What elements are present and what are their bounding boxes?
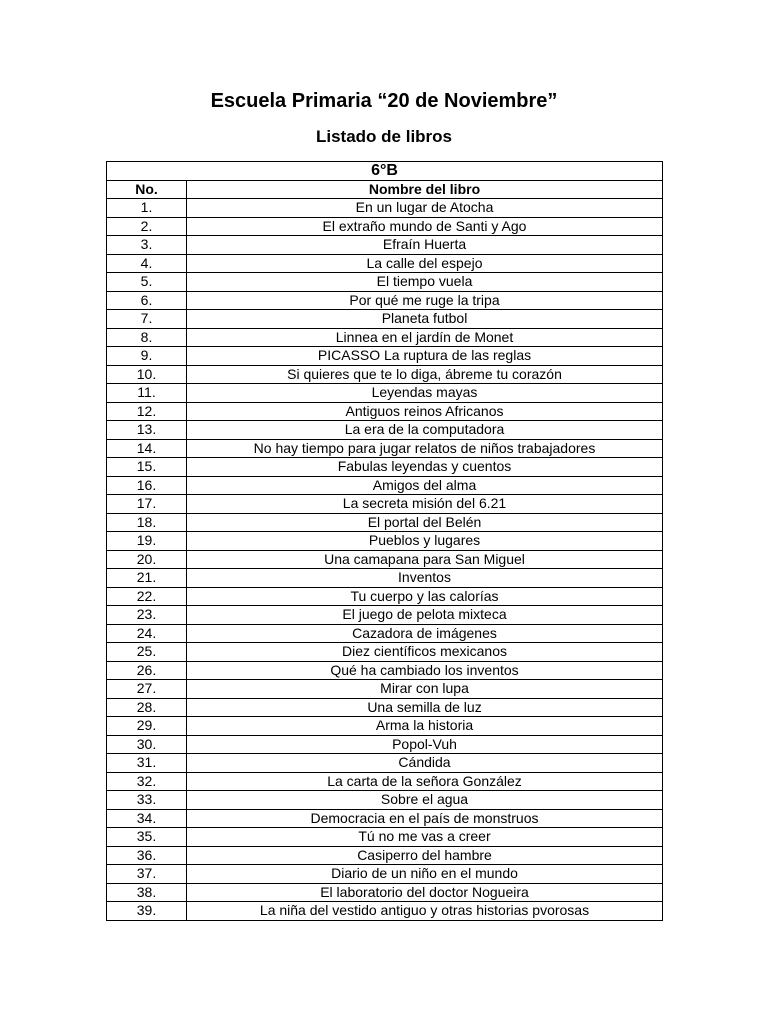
book-title: El portal del Belén [187,513,663,532]
table-row [107,754,663,773]
row-number: 22. [107,587,187,606]
book-title: La era de la computadora [187,421,663,440]
row-number: 16. [107,476,187,495]
row-number: 5. [107,273,187,292]
document-subtitle: Listado de libros [315,127,453,146]
table-row [107,550,663,569]
book-title: Sobre el agua [187,791,663,810]
row-number: 20. [107,550,187,569]
row-number: 37. [107,865,187,884]
table-row [107,217,663,236]
table-row [107,310,663,329]
table-row [107,606,663,625]
row-number: 30. [107,735,187,754]
table-row [107,236,663,255]
row-number: 32. [107,772,187,791]
row-number: 13. [107,421,187,440]
row-number: 10. [107,365,187,384]
book-title: La niña del vestido antiguo y otras historias pvorosas [187,902,663,921]
book-title: En un lugar de Atocha [187,199,663,218]
row-number: 27. [107,680,187,699]
table-row [107,291,663,310]
book-title: La carta de la señora González [187,772,663,791]
document-title: Escuela Primaria “20 de Noviembre” [210,90,558,112]
row-number: 38. [107,883,187,902]
column-header-row [107,180,663,199]
row-number: 33. [107,791,187,810]
book-title: La calle del espejo [187,254,663,273]
table-row [107,402,663,421]
table-row [107,883,663,902]
book-list-table [106,161,663,921]
table-row [107,865,663,884]
table-row [107,384,663,403]
book-title: El juego de pelota mixteca [187,606,663,625]
book-title: Arma la historia [187,717,663,736]
book-rows [107,199,663,921]
book-title: Tu cuerpo y las calorías [187,587,663,606]
table-row [107,199,663,218]
book-title: Fabulas leyendas y cuentos [187,458,663,477]
row-number: 25. [107,643,187,662]
book-title: Inventos [187,569,663,588]
book-title: Si quieres que te lo diga, ábreme tu corazón [187,365,663,384]
table-row [107,717,663,736]
row-number: 8. [107,328,187,347]
row-number: 1. [107,199,187,218]
table-row [107,347,663,366]
row-number: 34. [107,809,187,828]
book-title: PICASSO La ruptura de las reglas [187,347,663,366]
table-row [107,735,663,754]
table-row [107,569,663,588]
row-number: 28. [107,698,187,717]
book-title: Diario de un niño en el mundo [187,865,663,884]
table-row [107,828,663,847]
table-row [107,791,663,810]
row-number: 2. [107,217,187,236]
book-title: Tú no me vas a creer [187,828,663,847]
row-number: 4. [107,254,187,273]
book-title: No hay tiempo para jugar relatos de niños trabajadores [187,439,663,458]
row-number: 3. [107,236,187,255]
book-title: Cándida [187,754,663,773]
book-title: Pueblos y lugares [187,532,663,551]
table-row [107,421,663,440]
row-number: 29. [107,717,187,736]
row-number: 14. [107,439,187,458]
book-title: Qué ha cambiado los inventos [187,661,663,680]
row-number: 23. [107,606,187,625]
row-number: 21. [107,569,187,588]
row-number: 15. [107,458,187,477]
table-row [107,698,663,717]
table-row [107,809,663,828]
table-row [107,680,663,699]
row-number: 26. [107,661,187,680]
book-title: Una camapana para San Miguel [187,550,663,569]
book-title: Popol-Vuh [187,735,663,754]
book-title: Linnea en el jardín de Monet [187,328,663,347]
table-row [107,772,663,791]
row-number: 19. [107,532,187,551]
row-number: 11. [107,384,187,403]
row-number: 17. [107,495,187,514]
table-row [107,846,663,865]
book-title: Cazadora de imágenes [187,624,663,643]
row-number: 7. [107,310,187,329]
table-row [107,902,663,921]
book-title: El extraño mundo de Santi y Ago [187,217,663,236]
book-title: Efraín Huerta [187,236,663,255]
table-row [107,532,663,551]
book-title: Por qué me ruge la tripa [187,291,663,310]
column-header-number: No. [107,180,187,199]
table-row [107,273,663,292]
book-title: Antiguos reinos Africanos [187,402,663,421]
table-row [107,624,663,643]
book-title: Casiperro del hambre [187,846,663,865]
book-title: Democracia en el país de monstruos [187,809,663,828]
table-row [107,476,663,495]
table-row [107,328,663,347]
row-number: 9. [107,347,187,366]
row-number: 35. [107,828,187,847]
row-number: 31. [107,754,187,773]
book-title: Planeta futbol [187,310,663,329]
table-row [107,513,663,532]
column-header-name: Nombre del libro [187,180,663,199]
table-row [107,254,663,273]
group-header-row [107,162,663,181]
table-row [107,643,663,662]
book-title: Amigos del alma [187,476,663,495]
row-number: 12. [107,402,187,421]
group-label: 6°B [107,162,663,181]
book-title: La secreta misión del 6.21 [187,495,663,514]
table-row [107,661,663,680]
table-row [107,365,663,384]
table-row [107,439,663,458]
row-number: 18. [107,513,187,532]
book-title: El laboratorio del doctor Nogueira [187,883,663,902]
book-title: Mirar con lupa [187,680,663,699]
table-row [107,495,663,514]
book-title: El tiempo vuela [187,273,663,292]
row-number: 39. [107,902,187,921]
row-number: 6. [107,291,187,310]
book-title: Una semilla de luz [187,698,663,717]
table-row [107,458,663,477]
row-number: 36. [107,846,187,865]
table-row [107,587,663,606]
row-number: 24. [107,624,187,643]
book-title: Leyendas mayas [187,384,663,403]
book-title: Diez científicos mexicanos [187,643,663,662]
